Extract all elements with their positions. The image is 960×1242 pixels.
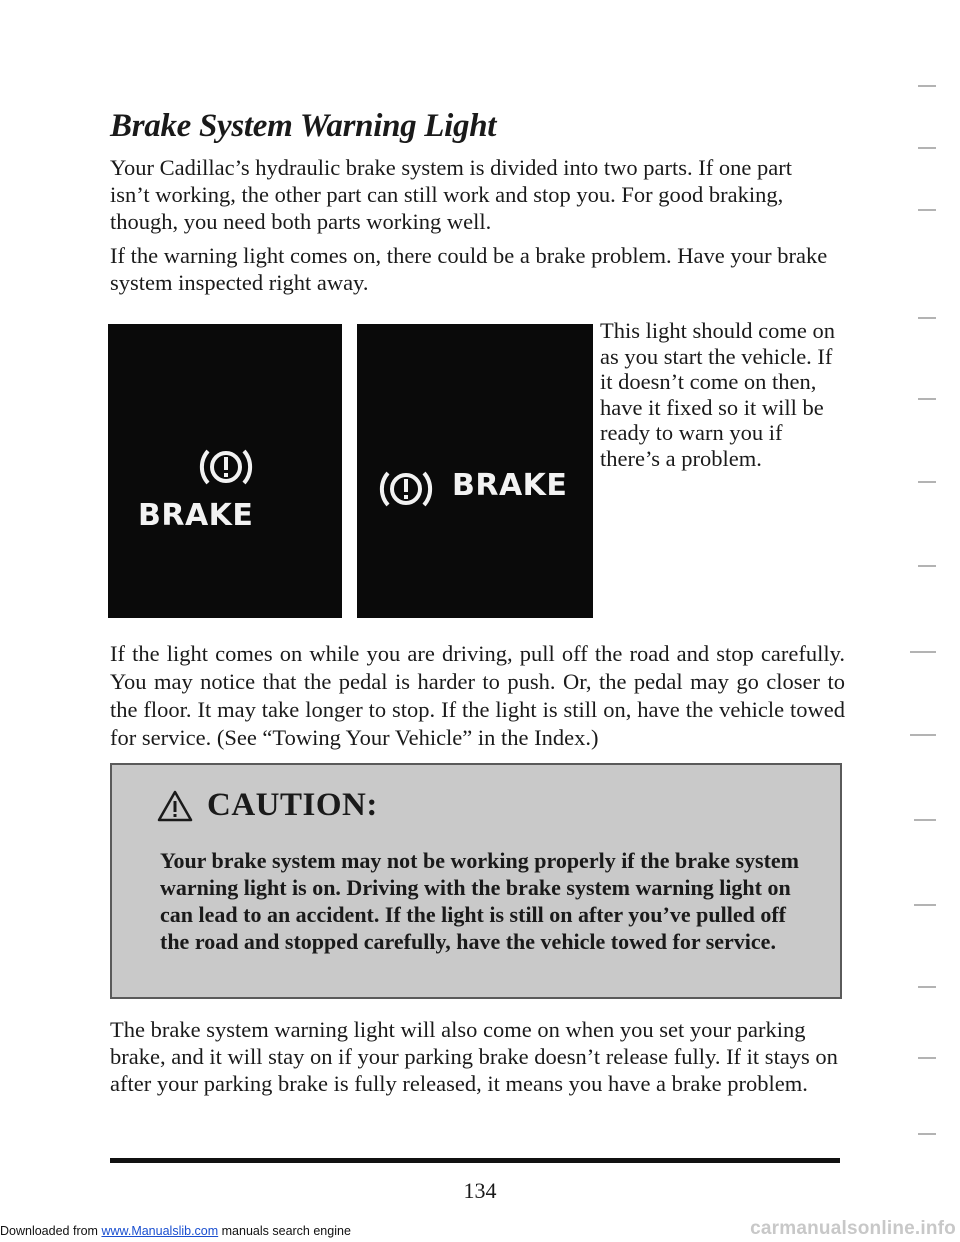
brake-light-illustration-inline <box>357 324 593 618</box>
footer-suffix: manuals search engine <box>218 1224 351 1238</box>
footer-rule <box>110 1158 840 1163</box>
warning-paragraph: If the warning light comes on, there could be a brake problem. Have your brake system inspected right away. <box>110 243 828 295</box>
brake-warning-icon <box>375 460 437 518</box>
manualslib-link[interactable]: www.Manualslib.com <box>101 1224 219 1238</box>
intro-paragraph: Your Cadillac’s hydraulic brake system is divided into two parts. If one part isn’t working, the other part can still work and stop you. For good braking, though, you need both parts working well. <box>110 155 792 234</box>
light-description: This light should come on as you start the vehicle. If it doesn’t come on then, have it fixed so it will be ready to warn you if there’s a problem. <box>600 318 835 471</box>
section-title: Brake System Warning Light <box>110 108 497 144</box>
footer-prefix: Downloaded from <box>0 1224 102 1238</box>
page-edge-marks <box>870 0 950 1210</box>
brake-warning-icon <box>195 438 257 496</box>
caution-box <box>110 763 842 999</box>
caution-header <box>157 787 378 824</box>
parking-brake-paragraph: The brake system warning light will also come on when you set your parking brake, and it will stay on if your parking brake doesn’t release fully. If it stays on after your parking brake is fully released, it means you have a brake problem. <box>110 1017 838 1096</box>
caution-title: CAUTION: <box>207 787 378 823</box>
driving-paragraph: If the light comes on while you are driving, pull off the road and stop carefully. You may notice that the pedal is harder to push. Or, the pedal may go closer to the floor. It may take longer to stop. If the light is still on, have the vehicle towed for service. (See “Towing Your Vehicle” in the Index.) <box>110 641 845 750</box>
brake-light-illustration-stacked <box>108 324 342 618</box>
caution-text: Your brake system may not be working properly if the brake system warning light is on. Driving with the brake system warning light on can lead to an accident. If the light is still on after you’ve pulled off the road and stopped carefully, have the vehicle towed for service. <box>160 848 799 954</box>
brake-label: BRAKE <box>138 498 254 533</box>
watermark: carmanualsonline.info <box>750 1218 956 1239</box>
download-footer <box>0 1224 351 1238</box>
brake-label: BRAKE <box>452 468 568 503</box>
warning-triangle-icon <box>157 790 193 822</box>
page-number: 134 <box>463 1178 497 1203</box>
